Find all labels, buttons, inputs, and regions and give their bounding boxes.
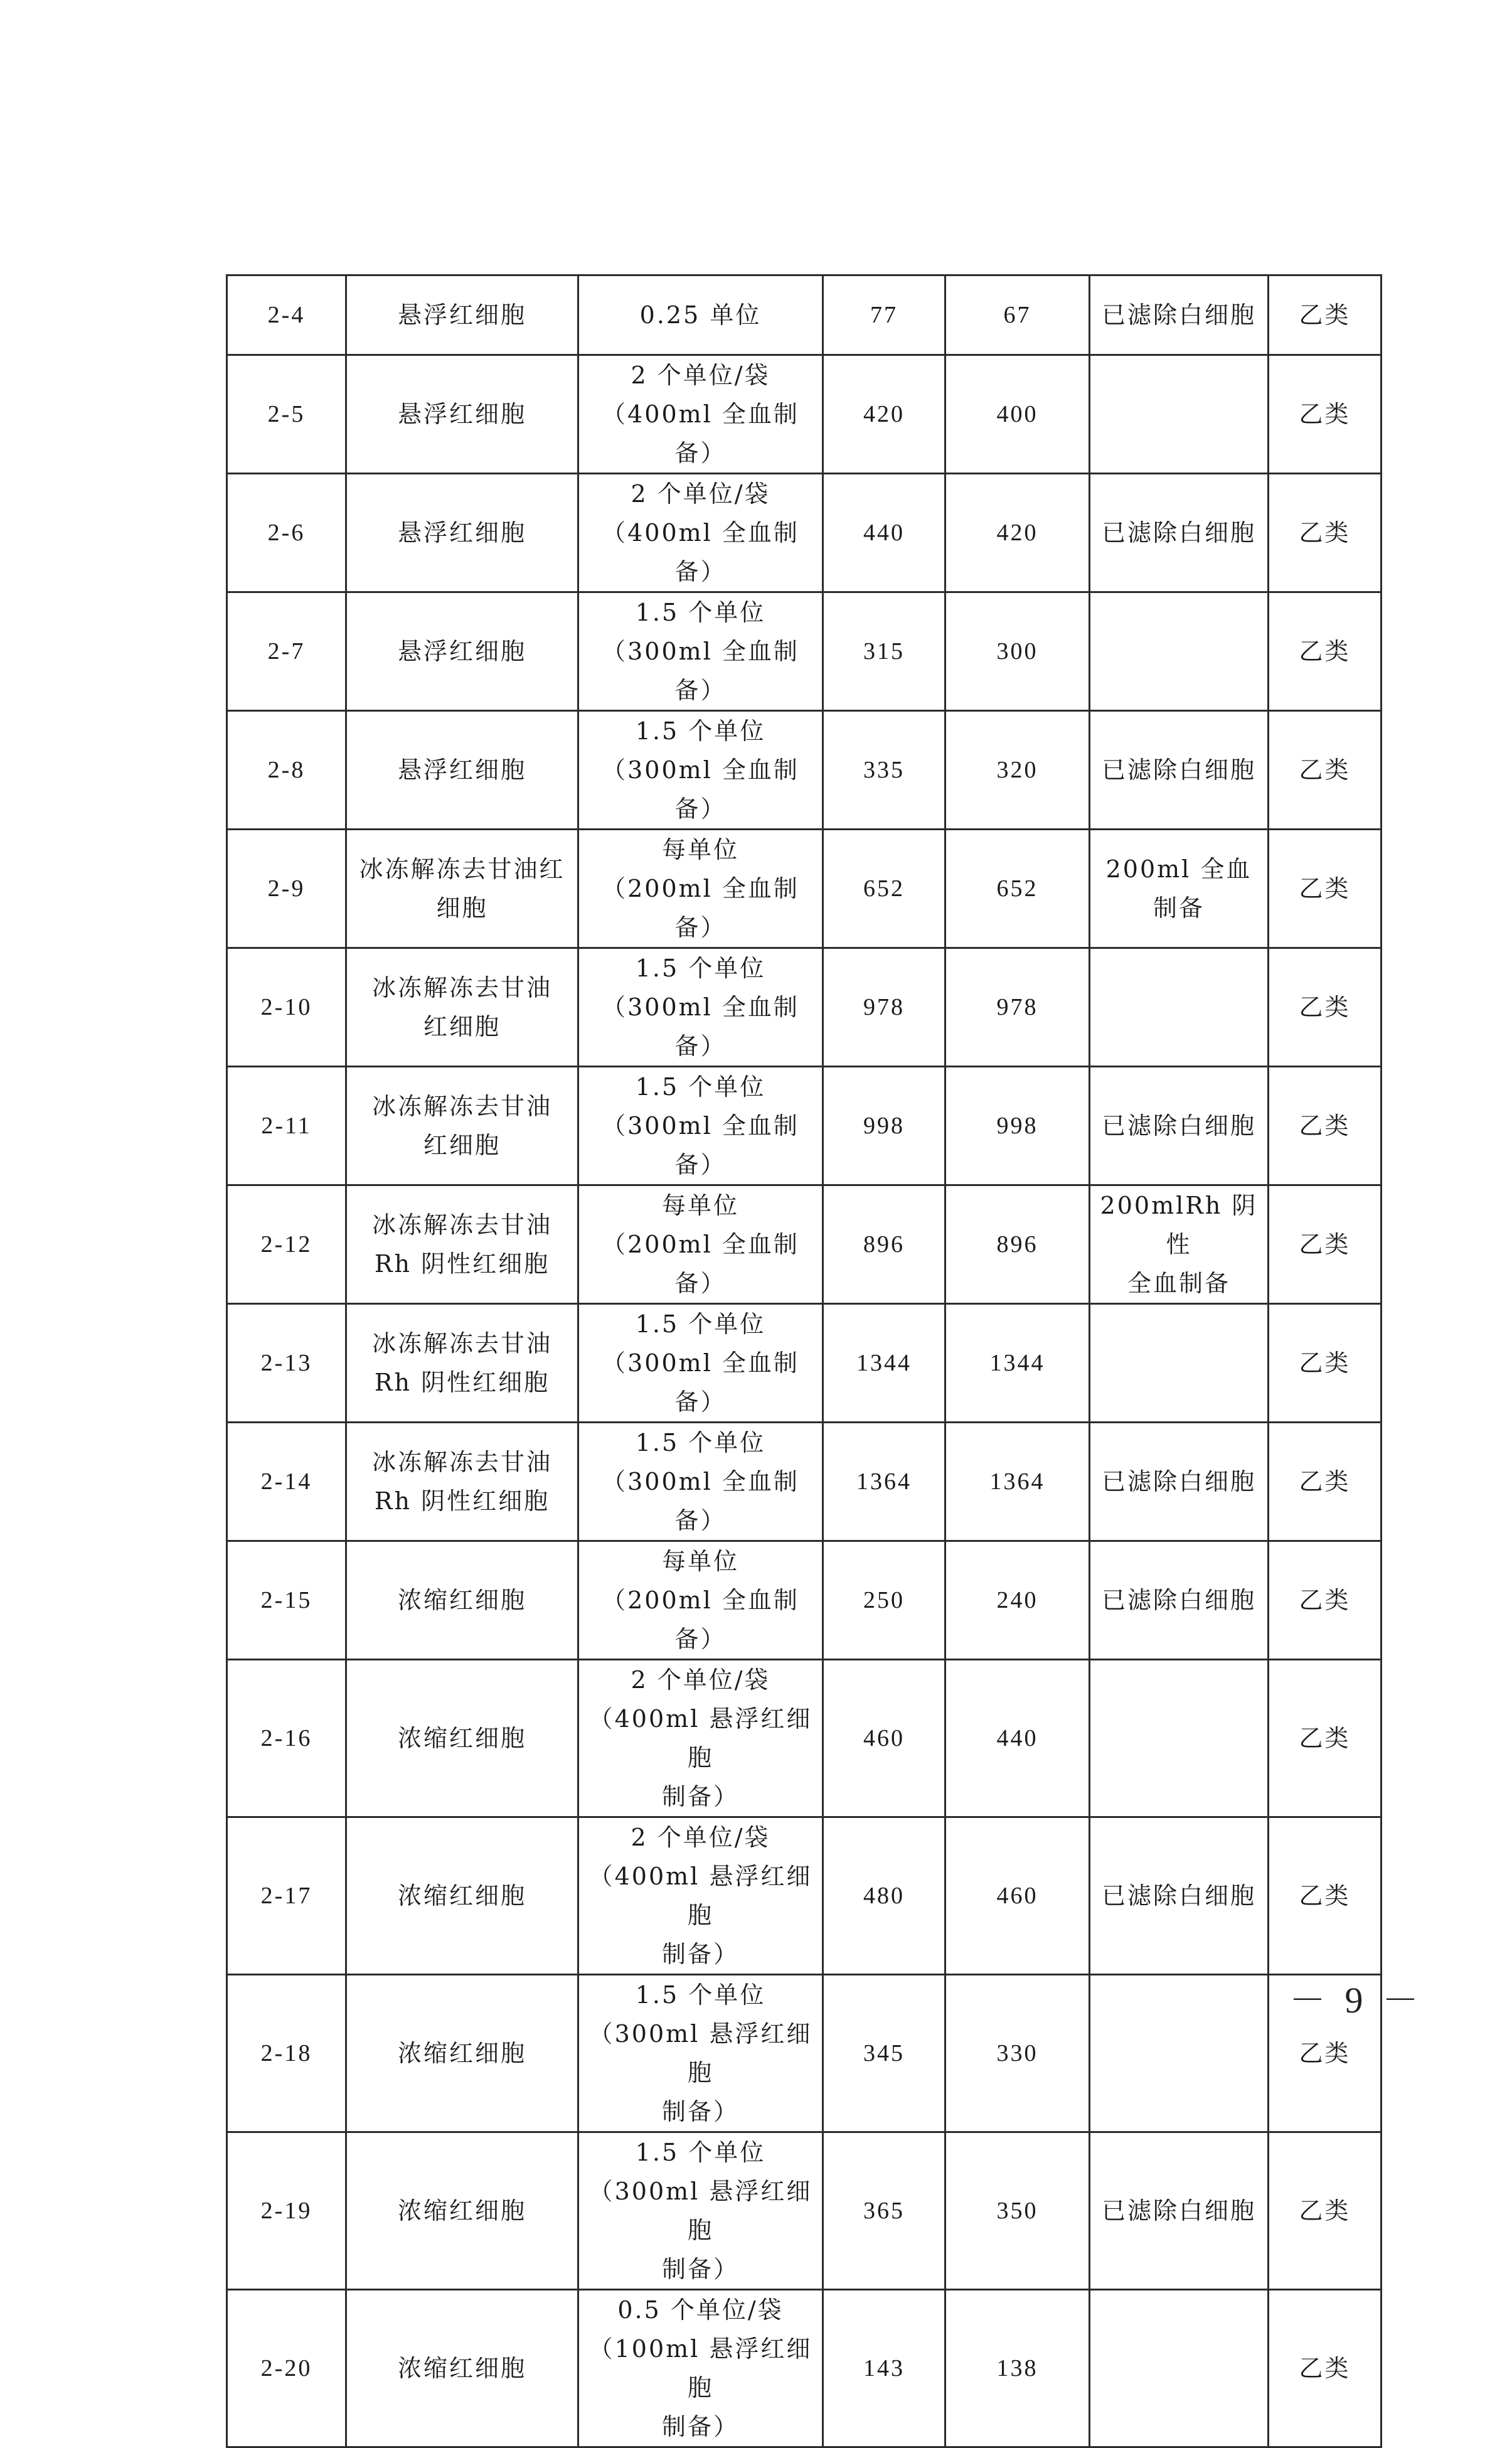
- unit-spec-cell: [578, 1817, 823, 1975]
- product-name-cell-line: Rh 阴性红细胞: [374, 1487, 550, 1515]
- product-name-cell: [346, 2290, 578, 2447]
- category-cell: 乙类: [1269, 592, 1382, 711]
- table-row: [227, 1304, 1382, 1423]
- unit-spec-cell: [578, 1423, 823, 1541]
- table-row: [227, 1541, 1382, 1660]
- price-cell-2: 240: [945, 1541, 1090, 1660]
- price-cell-1: 250: [823, 1541, 945, 1660]
- table-row: [227, 355, 1382, 474]
- item-code-cell: 2-20: [227, 2290, 346, 2447]
- product-name-cell-line: 悬浮红细胞: [397, 638, 526, 665]
- category-cell: 乙类: [1269, 474, 1382, 592]
- unit-spec-cell: [578, 1541, 823, 1660]
- table-row: [227, 1067, 1382, 1185]
- unit-spec-cell-line: 2 个单位/袋: [631, 1824, 770, 1851]
- price-cell-2: 1364: [945, 1423, 1090, 1541]
- unit-spec-cell: [578, 275, 823, 355]
- remark-cell-line: 已滤除白细胞: [1101, 1468, 1256, 1495]
- unit-spec-cell: [578, 2132, 823, 2290]
- item-code-cell: 2-10: [227, 948, 346, 1067]
- product-name-cell-line: 冰冻解冻去甘油: [371, 1093, 552, 1120]
- unit-spec-cell-line: 2 个单位/袋: [631, 480, 770, 508]
- blood-price-table: [226, 274, 1382, 2448]
- category-cell: 乙类: [1269, 1817, 1382, 1975]
- product-name-cell-line: 冰冻解冻去甘油: [371, 974, 552, 1002]
- unit-spec-cell: [578, 711, 823, 830]
- unit-spec-cell-line: 1.5 个单位: [635, 1981, 766, 2009]
- product-name-cell: [346, 1304, 578, 1423]
- category-cell: 乙类: [1269, 1541, 1382, 1660]
- unit-spec-cell-line: 0.5 个单位/袋: [617, 2296, 784, 2324]
- product-name-cell-line: 红细胞: [423, 1013, 501, 1040]
- remark-cell: [1090, 592, 1269, 711]
- table-row: [227, 2290, 1382, 2447]
- unit-spec-cell-line: （300ml 悬浮红细胞: [588, 2178, 812, 2244]
- item-code-cell: 2-6: [227, 474, 346, 592]
- product-name-cell: [346, 1541, 578, 1660]
- remark-cell-line: 已滤除白细胞: [1101, 756, 1256, 784]
- unit-spec-cell-line: 每单位: [661, 1547, 739, 1575]
- price-cell-2: 896: [945, 1185, 1090, 1304]
- unit-spec-cell: [578, 474, 823, 592]
- category-cell: 乙类: [1269, 355, 1382, 474]
- price-cell-1: 440: [823, 474, 945, 592]
- unit-spec-cell: [578, 1660, 823, 1817]
- category-cell: 乙类: [1269, 1423, 1382, 1541]
- unit-spec-cell-line: 1.5 个单位: [635, 599, 766, 626]
- price-cell-2: 440: [945, 1660, 1090, 1817]
- product-name-cell-line: 悬浮红细胞: [397, 400, 526, 428]
- category-cell: 乙类: [1269, 830, 1382, 948]
- unit-spec-cell-line: 2 个单位/袋: [631, 1666, 770, 1694]
- price-cell-2: 652: [945, 830, 1090, 948]
- category-cell: 乙类: [1269, 1067, 1382, 1185]
- product-name-cell: [346, 1975, 578, 2132]
- product-name-cell-line: 浓缩红细胞: [397, 1882, 526, 1910]
- unit-spec-cell: [578, 592, 823, 711]
- unit-spec-cell: [578, 1067, 823, 1185]
- product-name-cell-line: 浓缩红细胞: [397, 2197, 526, 2225]
- remark-cell: [1090, 948, 1269, 1067]
- item-code-cell: 2-5: [227, 355, 346, 474]
- remark-cell-line: 已滤除白细胞: [1101, 1586, 1256, 1614]
- remark-cell: [1090, 2132, 1269, 2290]
- item-code-cell: 2-13: [227, 1304, 346, 1423]
- unit-spec-cell-line: 每单位: [661, 1192, 739, 1219]
- price-cell-1: 420: [823, 355, 945, 474]
- product-name-cell-line: Rh 阴性红细胞: [374, 1250, 550, 1278]
- table-row: [227, 474, 1382, 592]
- remark-cell-line: 已滤除白细胞: [1101, 1882, 1256, 1910]
- price-cell-1: 77: [823, 275, 945, 355]
- unit-spec-cell-line: （400ml 悬浮红细胞: [588, 1705, 812, 1772]
- product-name-cell: [346, 2132, 578, 2290]
- unit-spec-cell-line: （300ml 全血制备）: [602, 638, 799, 704]
- category-cell: 乙类: [1269, 948, 1382, 1067]
- table-row: [227, 1975, 1382, 2132]
- remark-cell-line: 已滤除白细胞: [1101, 301, 1256, 329]
- price-cell-1: 480: [823, 1817, 945, 1975]
- category-cell: 乙类: [1269, 1660, 1382, 1817]
- table-row: [227, 592, 1382, 711]
- remark-cell: [1090, 1304, 1269, 1423]
- product-name-cell: [346, 1067, 578, 1185]
- product-name-cell: [346, 830, 578, 948]
- unit-spec-cell-line: 1.5 个单位: [635, 2139, 766, 2166]
- table-row: [227, 1817, 1382, 1975]
- product-name-cell-line: 悬浮红细胞: [397, 756, 526, 784]
- price-cell-1: 365: [823, 2132, 945, 2290]
- table-row: [227, 2132, 1382, 2290]
- unit-spec-cell-line: 2 个单位/袋: [631, 361, 770, 389]
- price-cell-1: 143: [823, 2290, 945, 2447]
- unit-spec-cell-line: （300ml 悬浮红细胞: [588, 2020, 812, 2087]
- unit-spec-cell-line: 制备）: [661, 2413, 739, 2440]
- item-code-cell: 2-12: [227, 1185, 346, 1304]
- product-name-cell-line: 浓缩红细胞: [397, 2039, 526, 2067]
- product-name-cell-line: 红细胞: [423, 1131, 501, 1159]
- unit-spec-cell-line: （200ml 全血制备）: [602, 1586, 799, 1653]
- product-name-cell: [346, 1660, 578, 1817]
- price-cell-1: 1344: [823, 1304, 945, 1423]
- price-cell-2: 300: [945, 592, 1090, 711]
- table-row: [227, 711, 1382, 830]
- category-cell: 乙类: [1269, 275, 1382, 355]
- price-cell-2: 138: [945, 2290, 1090, 2447]
- unit-spec-cell-line: 0.25 单位: [639, 301, 762, 329]
- price-cell-1: 335: [823, 711, 945, 830]
- remark-cell-line: 已滤除白细胞: [1101, 519, 1256, 547]
- table-row: [227, 1423, 1382, 1541]
- remark-cell: [1090, 711, 1269, 830]
- table-row: [227, 830, 1382, 948]
- remark-cell-line: 已滤除白细胞: [1101, 1112, 1256, 1140]
- price-cell-1: 460: [823, 1660, 945, 1817]
- remark-cell: [1090, 1541, 1269, 1660]
- item-code-cell: 2-15: [227, 1541, 346, 1660]
- product-name-cell: [346, 275, 578, 355]
- unit-spec-cell-line: 每单位: [661, 836, 739, 863]
- product-name-cell-line: 浓缩红细胞: [397, 1586, 526, 1614]
- price-cell-1: 345: [823, 1975, 945, 2132]
- item-code-cell: 2-11: [227, 1067, 346, 1185]
- unit-spec-cell-line: （400ml 全血制备）: [602, 400, 799, 467]
- item-code-cell: 2-18: [227, 1975, 346, 2132]
- remark-cell-line: 全血制备: [1127, 1269, 1230, 1297]
- price-cell-2: 978: [945, 948, 1090, 1067]
- product-name-cell-line: 冰冻解冻去甘油红: [359, 855, 565, 883]
- table-row: [227, 1660, 1382, 1817]
- category-cell: 乙类: [1269, 1975, 1382, 2132]
- category-cell: 乙类: [1269, 711, 1382, 830]
- remark-cell: [1090, 2290, 1269, 2447]
- price-cell-1: 315: [823, 592, 945, 711]
- table-row: [227, 275, 1382, 355]
- product-name-cell-line: 冰冻解冻去甘油: [371, 1211, 552, 1239]
- unit-spec-cell-line: （300ml 全血制备）: [602, 756, 799, 823]
- unit-spec-cell: [578, 1185, 823, 1304]
- unit-spec-cell: [578, 948, 823, 1067]
- remark-cell-line: 200ml 全血制备: [1105, 855, 1252, 922]
- price-cell-1: 978: [823, 948, 945, 1067]
- category-cell: 乙类: [1269, 2290, 1382, 2447]
- category-cell: 乙类: [1269, 1185, 1382, 1304]
- unit-spec-cell-line: （300ml 全血制备）: [602, 1112, 799, 1179]
- product-name-cell-line: Rh 阴性红细胞: [374, 1369, 550, 1396]
- unit-spec-cell-line: 1.5 个单位: [635, 717, 766, 745]
- product-name-cell: [346, 355, 578, 474]
- unit-spec-cell-line: （200ml 全血制备）: [602, 1231, 799, 1297]
- product-name-cell-line: 浓缩红细胞: [397, 2354, 526, 2382]
- item-code-cell: 2-14: [227, 1423, 346, 1541]
- product-name-cell-line: 悬浮红细胞: [397, 301, 526, 329]
- price-cell-2: 460: [945, 1817, 1090, 1975]
- remark-cell: [1090, 275, 1269, 355]
- item-code-cell: 2-17: [227, 1817, 346, 1975]
- product-name-cell-line: 浓缩红细胞: [397, 1724, 526, 1752]
- product-name-cell: [346, 1423, 578, 1541]
- item-code-cell: 2-19: [227, 2132, 346, 2290]
- unit-spec-cell-line: （300ml 全血制备）: [602, 1468, 799, 1534]
- price-cell-2: 320: [945, 711, 1090, 830]
- unit-spec-cell-line: 1.5 个单位: [635, 1310, 766, 1338]
- unit-spec-cell-line: （200ml 全血制备）: [602, 875, 799, 941]
- remark-cell: [1090, 830, 1269, 948]
- product-name-cell: [346, 1185, 578, 1304]
- price-cell-2: 998: [945, 1067, 1090, 1185]
- price-cell-1: 998: [823, 1067, 945, 1185]
- table-row: [227, 948, 1382, 1067]
- unit-spec-cell: [578, 1304, 823, 1423]
- product-name-cell-line: 冰冻解冻去甘油: [371, 1330, 552, 1357]
- remark-cell-line: 200mlRh 阴性: [1100, 1192, 1258, 1258]
- remark-cell-line: 已滤除白细胞: [1101, 2197, 1256, 2225]
- product-name-cell-line: 悬浮红细胞: [397, 519, 526, 547]
- remark-cell: [1090, 1067, 1269, 1185]
- unit-spec-cell: [578, 1975, 823, 2132]
- price-cell-2: 1344: [945, 1304, 1090, 1423]
- price-cell-2: 420: [945, 474, 1090, 592]
- price-cell-1: 652: [823, 830, 945, 948]
- unit-spec-cell-line: 制备）: [661, 1783, 739, 1810]
- unit-spec-cell-line: （100ml 悬浮红细胞: [588, 2335, 812, 2402]
- table-row: [227, 1185, 1382, 1304]
- remark-cell: [1090, 355, 1269, 474]
- product-name-cell-line: 细胞: [436, 894, 488, 922]
- category-cell: 乙类: [1269, 1304, 1382, 1423]
- product-name-cell-line: 冰冻解冻去甘油: [371, 1448, 552, 1476]
- unit-spec-cell-line: 1.5 个单位: [635, 1429, 766, 1457]
- remark-cell: [1090, 474, 1269, 592]
- price-cell-2: 400: [945, 355, 1090, 474]
- item-code-cell: 2-9: [227, 830, 346, 948]
- unit-spec-cell-line: （300ml 全血制备）: [602, 1349, 799, 1416]
- price-cell-2: 330: [945, 1975, 1090, 2132]
- unit-spec-cell-line: 制备）: [661, 1940, 739, 1968]
- unit-spec-cell: [578, 355, 823, 474]
- remark-cell: [1090, 1185, 1269, 1304]
- remark-cell: [1090, 1660, 1269, 1817]
- unit-spec-cell-line: （300ml 全血制备）: [602, 993, 799, 1060]
- unit-spec-cell-line: 制备）: [661, 2098, 739, 2125]
- category-cell: 乙类: [1269, 2132, 1382, 2290]
- unit-spec-cell-line: （400ml 全血制备）: [602, 519, 799, 585]
- item-code-cell: 2-4: [227, 275, 346, 355]
- remark-cell: [1090, 1817, 1269, 1975]
- unit-spec-cell-line: （400ml 悬浮红细胞: [588, 1863, 812, 1929]
- item-code-cell: 2-16: [227, 1660, 346, 1817]
- unit-spec-cell-line: 制备）: [661, 2255, 739, 2283]
- price-cell-1: 1364: [823, 1423, 945, 1541]
- unit-spec-cell: [578, 2290, 823, 2447]
- unit-spec-cell: [578, 830, 823, 948]
- remark-cell: [1090, 1975, 1269, 2132]
- table-body: [227, 275, 1382, 2447]
- product-name-cell: [346, 474, 578, 592]
- product-name-cell: [346, 711, 578, 830]
- price-cell-1: 896: [823, 1185, 945, 1304]
- unit-spec-cell-line: 1.5 个单位: [635, 1073, 766, 1101]
- product-name-cell: [346, 1817, 578, 1975]
- price-cell-2: 67: [945, 275, 1090, 355]
- item-code-cell: 2-7: [227, 592, 346, 711]
- page-number: － 9 －: [1289, 1980, 1424, 2021]
- product-name-cell: [346, 592, 578, 711]
- product-name-cell: [346, 948, 578, 1067]
- remark-cell: [1090, 1423, 1269, 1541]
- item-code-cell: 2-8: [227, 711, 346, 830]
- price-cell-2: 350: [945, 2132, 1090, 2290]
- unit-spec-cell-line: 1.5 个单位: [635, 954, 766, 982]
